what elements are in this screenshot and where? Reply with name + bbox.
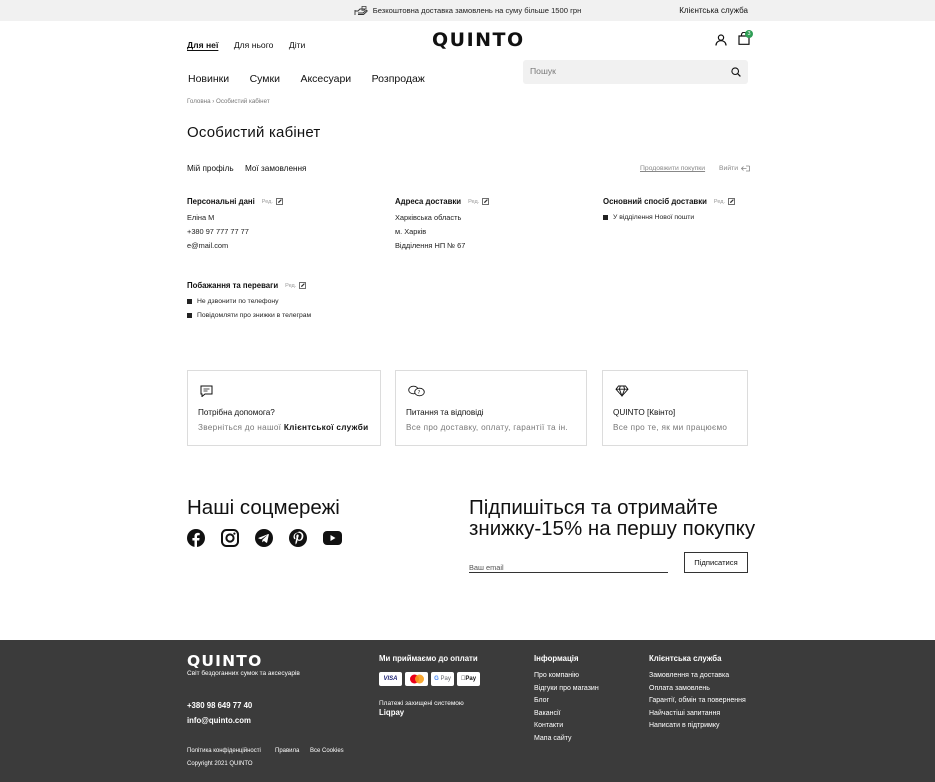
- about-card-title: QUINTO [Квінто]: [613, 408, 676, 417]
- instagram-icon[interactable]: [221, 529, 239, 547]
- footer-link-faq[interactable]: Найчастіші запитання: [649, 709, 721, 717]
- service-links: [649, 670, 746, 733]
- faq-card-title: Питання та відповіді: [406, 408, 484, 417]
- facebook-icon[interactable]: [187, 529, 205, 547]
- nav-accessories[interactable]: Аксесуари: [300, 73, 352, 85]
- personal-email: e@mail.com: [187, 241, 229, 250]
- main-nav: [188, 69, 441, 87]
- liqpay-logo: Liqpay: [379, 708, 405, 717]
- help-card-desc: Зверніться до нашої Клієнтської служби: [198, 423, 369, 432]
- search-icon[interactable]: [731, 67, 741, 77]
- faq-card[interactable]: [395, 370, 587, 446]
- delivery-address-section: [395, 197, 489, 253]
- delivery-hand-icon: [354, 5, 368, 16]
- breadcrumb[interactable]: Головна › Особистий кабінет: [187, 98, 270, 105]
- customer-service-link[interactable]: Клієнтської служби: [283, 423, 369, 432]
- search-input[interactable]: [530, 66, 720, 76]
- edit-icon: [482, 198, 489, 205]
- nav-bags[interactable]: Сумки: [249, 73, 280, 85]
- rules-link[interactable]: Правила: [275, 748, 300, 754]
- edit-address-button[interactable]: Ред.: [468, 198, 489, 205]
- delivery-method-section: [603, 197, 735, 224]
- customer-service-link[interactable]: Клієнтська служба: [679, 6, 748, 15]
- help-card[interactable]: [187, 370, 381, 446]
- visa-icon: VISA: [379, 672, 402, 686]
- social-icons: [187, 529, 342, 547]
- footer-link-about[interactable]: Про компанію: [534, 672, 579, 679]
- edit-personal-button[interactable]: Ред.: [262, 198, 283, 205]
- tab-my-profile[interactable]: Мій профіль: [187, 164, 234, 173]
- social-title: Наші соцмережі: [187, 496, 340, 519]
- checkbox: [187, 299, 192, 304]
- address-region: Харківська область: [395, 213, 462, 222]
- footer-link-payment[interactable]: Оплата замовлень: [649, 684, 710, 692]
- footer-tagline: Світ бездоганних сумок та аксесуарів: [187, 670, 300, 677]
- info-title: Інформація: [534, 654, 579, 663]
- footer-link-jobs[interactable]: Вакансії: [534, 709, 561, 717]
- logout-label: Вийти: [719, 165, 739, 172]
- preferences-title: Побажання та переваги: [187, 281, 279, 290]
- footer: [0, 640, 935, 782]
- tab-for-him[interactable]: Для нього: [233, 40, 274, 50]
- nav-sale[interactable]: Розпродаж: [371, 73, 425, 85]
- pinterest-icon[interactable]: [289, 529, 307, 547]
- email-field-wrap: [469, 557, 668, 573]
- privacy-link[interactable]: Політика конфіденційності: [187, 748, 261, 754]
- tab-kids[interactable]: Діти: [288, 40, 306, 50]
- edit-icon: [299, 282, 306, 289]
- subscribe-title: Підпишіться та отримайте знижку-15% на першу покупку: [469, 496, 756, 540]
- footer-link-support[interactable]: Написати в підтримку: [649, 722, 720, 729]
- footer-link-reviews[interactable]: Відгуки про магазин: [534, 684, 599, 692]
- promo-banner: [0, 0, 935, 21]
- payment-methods: [379, 672, 483, 686]
- user-icon[interactable]: [715, 33, 727, 51]
- footer-logo[interactable]: QUINTO: [187, 652, 263, 670]
- edit-delivery-button[interactable]: Ред.: [714, 198, 735, 205]
- payments-title: Ми приймаємо до оплати: [379, 654, 478, 663]
- logout-icon: [741, 165, 750, 172]
- edit-icon: [728, 198, 735, 205]
- personal-name: Еліна М: [187, 213, 215, 222]
- apple-pay-icon: Pay: [457, 672, 480, 686]
- address-city: м. Харків: [395, 227, 427, 236]
- info-links: [534, 670, 599, 745]
- preference-option: Повідомляти про знижки в телеграм: [187, 308, 311, 322]
- footer-link-returns[interactable]: Гарантії, обмін та повернення: [649, 697, 746, 704]
- cookies-link[interactable]: Все Cookies: [310, 748, 344, 754]
- footer-link-blog[interactable]: Блог: [534, 697, 550, 704]
- edit-preferences-button[interactable]: Ред.: [285, 282, 306, 289]
- delivery-method-title: Основний спосіб доставки: [603, 197, 707, 206]
- subscribe-button[interactable]: Підписатися: [684, 552, 748, 573]
- tab-my-orders[interactable]: Мої замовлення: [245, 164, 307, 173]
- edit-icon: [276, 198, 283, 205]
- page-title: Особистий кабінет: [187, 124, 321, 141]
- nav-new[interactable]: Новинки: [188, 73, 230, 85]
- preferences-section: [187, 281, 311, 322]
- gpay-icon: G Pay: [431, 672, 454, 686]
- delivery-option: У відділення Нової пошти: [603, 210, 735, 224]
- help-card-title: Потрібна допомога?: [198, 408, 275, 417]
- youtube-icon[interactable]: [323, 531, 342, 545]
- questions-icon: [408, 385, 425, 397]
- about-card-desc: Все про те, як ми працюємо: [613, 423, 728, 432]
- about-card[interactable]: [602, 370, 748, 446]
- delivery-address-title: Адреса доставки: [395, 197, 462, 206]
- mastercard-icon: [405, 672, 428, 686]
- email-field[interactable]: [469, 563, 668, 572]
- footer-link-orders[interactable]: Замовлення та доставка: [649, 672, 730, 679]
- cart-count-badge: 3: [745, 30, 753, 38]
- preference-option: Не дзвонити по телефону: [187, 294, 311, 308]
- faq-card-desc: Все про доставку, оплату, гарантії та ін.: [406, 423, 568, 432]
- gender-tabs: [187, 35, 316, 53]
- personal-phone: +380 97 777 77 77: [187, 227, 249, 236]
- address-branch: Відділення НП № 67: [395, 241, 466, 250]
- telegram-icon[interactable]: [255, 529, 273, 547]
- diamond-icon: [615, 385, 629, 397]
- service-title: Клієнтська служба: [649, 654, 722, 663]
- secure-text: Платежі захищені системою: [379, 700, 464, 707]
- checkbox: [603, 215, 608, 220]
- chat-icon: [200, 385, 213, 397]
- tab-for-her[interactable]: Для неї: [187, 40, 219, 50]
- footer-phone[interactable]: +380 98 649 77 40: [187, 701, 253, 710]
- svg-text:?: ?: [417, 390, 421, 396]
- footer-email[interactable]: info@quinto.com: [187, 716, 251, 725]
- copyright: Copyright 2021 QUINTO: [187, 761, 253, 767]
- footer-link-sitemap[interactable]: Мапа сайту: [534, 734, 572, 742]
- top-bar: [0, 0, 935, 21]
- personal-data-section: [187, 197, 283, 253]
- checkbox: [187, 313, 192, 318]
- logo[interactable]: QUINTO: [432, 29, 525, 51]
- footer-link-contacts[interactable]: Контакти: [534, 722, 564, 729]
- continue-shopping-link[interactable]: Продовжити покупки: [640, 165, 706, 172]
- promo-text: Безкоштовна доставка замовлень на суму більше 1500 грн: [372, 6, 582, 15]
- search-bar: [523, 60, 748, 84]
- logout-button[interactable]: [719, 165, 750, 172]
- personal-data-title: Персональні дані: [187, 197, 255, 206]
